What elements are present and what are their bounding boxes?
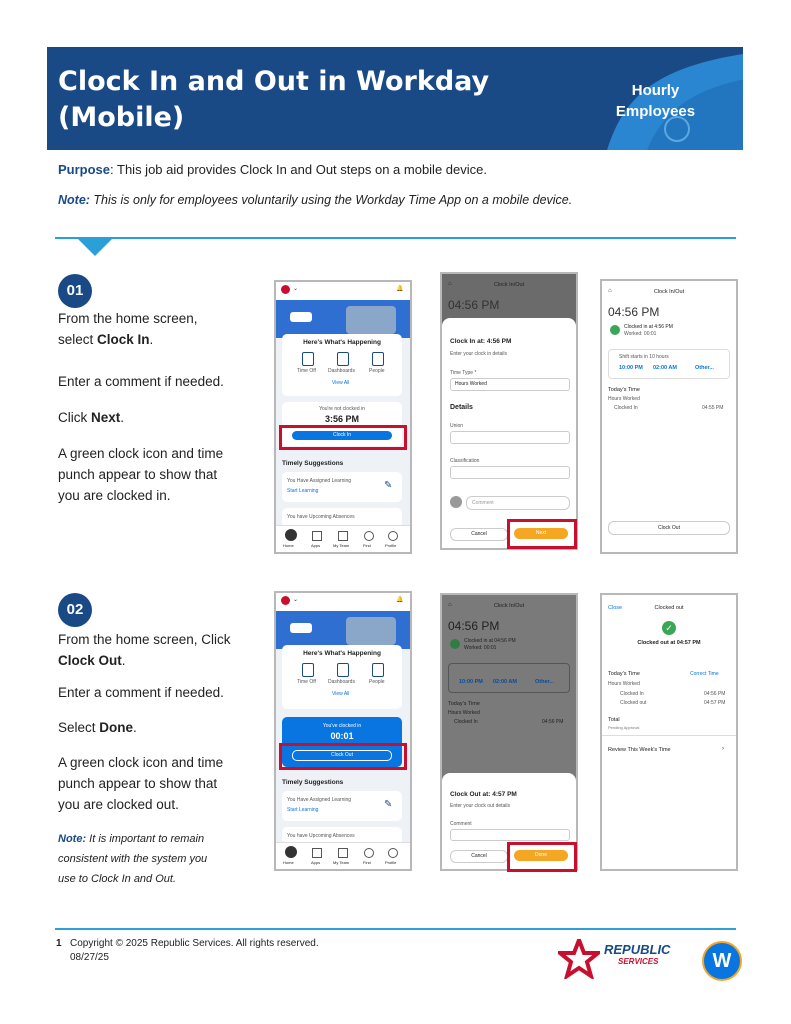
note-label: Note: xyxy=(58,193,90,207)
total-status: Pending Approval xyxy=(608,725,640,730)
hours-worked-label: Hours Worked xyxy=(608,681,640,687)
find-nav-icon[interactable] xyxy=(364,531,374,541)
step-2-text-a xyxy=(58,629,231,671)
classification-label: Classification xyxy=(450,458,480,464)
home-icon[interactable]: ⌂ xyxy=(448,281,452,287)
home-nav-icon[interactable] xyxy=(285,846,297,858)
shift-time-2[interactable]: 02:00 AM xyxy=(493,679,517,685)
step-1-line-6: punch appear to show that xyxy=(58,467,218,482)
screenshot-home-clock-in xyxy=(274,280,412,554)
step-2-note xyxy=(58,829,207,889)
footer-divider xyxy=(55,928,736,930)
bell-icon[interactable]: 🔔 xyxy=(396,597,404,603)
learning-icon: ✎ xyxy=(384,480,393,491)
next-highlight xyxy=(507,519,577,549)
screenshot-home-clock-out xyxy=(274,591,412,871)
nav-home[interactable]: Home xyxy=(283,860,294,865)
republic-logo-text xyxy=(604,944,670,968)
shift-other[interactable]: Other... xyxy=(535,679,554,685)
details-heading: Details xyxy=(450,404,473,411)
audience-line-2: Employees xyxy=(615,103,696,120)
step-2-note-line-1: It is important to remain xyxy=(86,833,205,845)
step-2-line-5: A green clock icon and time xyxy=(58,755,224,770)
nav-home[interactable]: Home xyxy=(283,543,294,548)
next-button[interactable]: Next xyxy=(514,528,568,539)
step-1-line-7: you are clocked in. xyxy=(58,488,171,503)
apps-nav-icon[interactable] xyxy=(312,531,322,541)
comment-field[interactable] xyxy=(466,496,570,510)
bottom-nav xyxy=(276,525,410,553)
step-1-line-5: A green clock icon and time xyxy=(58,446,224,461)
note-body: This is only for employees voluntarily using the Workday Time App on a mobile device. xyxy=(89,193,573,207)
chevron-down-icon[interactable]: ⌄ xyxy=(293,597,299,603)
tile-dashboards[interactable]: Dashboards xyxy=(328,679,355,685)
step-1-line-4: Click Next. xyxy=(58,410,125,425)
clocked-in-at: Clocked in at 04:56 PM xyxy=(464,638,516,644)
section-divider xyxy=(55,237,736,239)
sheet-subtitle: Enter your clock in details xyxy=(450,351,507,357)
time-type-label: Time Type * xyxy=(450,370,477,376)
view-all-link[interactable]: View All xyxy=(332,691,350,697)
clocked-in-time: 04:55 PM xyxy=(702,405,724,411)
sheet-title: Clock Out at: 4:57 PM xyxy=(450,791,517,798)
my-team-nav-icon[interactable] xyxy=(338,848,348,858)
find-nav-icon[interactable] xyxy=(364,848,374,858)
home-nav-icon[interactable] xyxy=(285,529,297,541)
shift-time-2[interactable]: 02:00 AM xyxy=(653,365,677,371)
nav-find[interactable]: Find xyxy=(363,543,371,548)
sheet-title: Clock In at: 4:56 PM xyxy=(450,338,512,345)
republic-star-logo-icon xyxy=(558,939,600,979)
shift-note: Shift starts in 10 hours xyxy=(619,354,669,360)
comment-label: Comment xyxy=(450,821,472,827)
home-icon[interactable]: ⌂ xyxy=(608,288,612,294)
page-title xyxy=(58,64,489,136)
todays-time-heading: Today's Time xyxy=(448,701,480,707)
shift-other[interactable]: Other... xyxy=(695,365,714,371)
screenshot-clocked-out xyxy=(600,593,738,871)
clocked-in-label: Clocked In xyxy=(614,405,638,411)
tile-dashboards[interactable]: Dashboards xyxy=(328,368,355,374)
clock-header: Clock In/Out xyxy=(493,282,525,288)
step-1-text-b xyxy=(58,443,223,506)
step-2-line-1: From the home screen, Click xyxy=(58,632,231,647)
clocked-out-label: Clocked out xyxy=(620,700,647,706)
footer-text xyxy=(56,937,319,965)
tile-time-off[interactable]: Time Off xyxy=(297,679,316,685)
user-avatar-icon xyxy=(450,496,462,508)
screenshot-clocked-in xyxy=(600,279,738,554)
clock-out-button[interactable]: Clock Out xyxy=(292,750,392,761)
clock-in-sheet xyxy=(442,318,576,548)
start-learning-link[interactable]: Start Learning xyxy=(287,807,319,813)
union-label: Union xyxy=(450,423,464,429)
step-2-line-6: punch appear to show that xyxy=(58,776,218,791)
step-2-line-7: you are clocked out. xyxy=(58,797,179,812)
tile-time-off[interactable]: Time Off xyxy=(297,368,316,374)
people-icon[interactable] xyxy=(372,663,384,677)
avatar-icon[interactable] xyxy=(281,285,290,294)
step-2-badge: 02 xyxy=(58,593,92,627)
step-2-line-3: Enter a comment if needed. xyxy=(58,685,224,700)
worked-duration: Worked: 00:01 xyxy=(464,645,497,651)
shift-card xyxy=(608,349,730,379)
time-off-icon[interactable] xyxy=(302,352,314,366)
clock-time: 04:56 PM xyxy=(608,305,660,319)
start-learning-link[interactable]: Start Learning xyxy=(287,488,319,494)
todays-time-heading: Today's Time xyxy=(608,387,640,393)
cancel-button[interactable]: Cancel xyxy=(450,850,508,863)
view-all-link[interactable]: View All xyxy=(332,380,350,386)
clock-out-button[interactable]: Clock Out xyxy=(608,521,730,535)
green-clock-icon xyxy=(610,325,620,335)
time-type-value: Hours Worked xyxy=(455,381,487,387)
tile-people[interactable]: People xyxy=(369,368,385,374)
union-field[interactable] xyxy=(450,431,570,444)
step-2-note-label: Note: xyxy=(58,833,87,845)
nav-my-team[interactable]: My Team xyxy=(333,543,350,548)
step-2-line-2: Clock Out. xyxy=(58,653,126,668)
suggestions-title: Timely Suggestions xyxy=(282,779,344,786)
home-icon[interactable]: ⌂ xyxy=(448,602,452,608)
screenshot-clock-out-form xyxy=(440,593,578,871)
profile-nav-icon[interactable] xyxy=(388,848,398,858)
clocked-in-time: 04:56 PM xyxy=(542,719,564,725)
clock-status-label: You've clocked in xyxy=(322,723,362,729)
clocked-in-label: Clocked In xyxy=(454,719,478,725)
time-off-icon[interactable] xyxy=(302,663,314,677)
learning-title: You Have Assigned Learning xyxy=(287,478,352,484)
divider-notch xyxy=(77,238,113,256)
profile-nav-icon[interactable] xyxy=(388,531,398,541)
total-label: Total xyxy=(608,717,620,723)
learning-icon: ✎ xyxy=(384,799,393,810)
my-team-nav-icon[interactable] xyxy=(338,531,348,541)
happening-card xyxy=(282,334,402,396)
nav-profile[interactable]: Profile xyxy=(385,543,397,548)
home-hero-image xyxy=(276,611,410,649)
clock-out-highlight xyxy=(279,743,407,770)
step-2-note-line-2: consistent with the system you xyxy=(58,853,208,865)
nav-profile[interactable]: Profile xyxy=(385,860,397,865)
clock-in-highlight xyxy=(279,425,407,450)
chevron-down-icon[interactable]: ⌄ xyxy=(293,286,299,292)
hero-photo xyxy=(346,306,396,334)
current-time: 3:56 PM xyxy=(324,414,359,424)
divider xyxy=(602,735,736,736)
learning-card[interactable] xyxy=(282,791,402,821)
bell-icon[interactable]: 🔔 xyxy=(396,286,404,292)
page-number: 1 xyxy=(56,938,62,949)
check-icon: ✓ xyxy=(662,621,676,635)
shift-time-1[interactable]: 10:00 PM xyxy=(459,679,483,685)
logo-line-2: SERVICES xyxy=(618,957,659,966)
bottom-nav xyxy=(276,842,410,870)
nav-find[interactable]: Find xyxy=(363,860,371,865)
comment-placeholder: Comment xyxy=(472,500,494,506)
clocked-out-time: 04:57 PM xyxy=(704,700,726,706)
happening-title: Here's What's Happening xyxy=(303,650,381,657)
clock-header: Clock In/Out xyxy=(493,603,525,609)
copyright: Copyright © 2025 Republic Services. All rights reserved. xyxy=(70,938,319,949)
nav-my-team[interactable]: My Team xyxy=(333,860,350,865)
step-2-note-line-3: use to Clock In and Out. xyxy=(58,873,177,885)
purpose-body: : This job aid provides Clock In and Out steps on a mobile device. xyxy=(110,162,487,177)
nav-apps[interactable]: Apps xyxy=(311,860,321,865)
green-clock-icon xyxy=(450,639,460,649)
time-type-field[interactable] xyxy=(450,378,570,391)
absences-title: You have Upcoming Absences xyxy=(287,833,355,839)
people-icon[interactable] xyxy=(372,352,384,366)
correct-time-link[interactable]: Correct Time xyxy=(690,671,719,677)
dashboards-icon[interactable] xyxy=(337,663,349,677)
step-1-line-3: Enter a comment if needed. xyxy=(58,374,224,389)
worked-duration: Worked: 00:01 xyxy=(624,331,657,337)
hero-photo xyxy=(346,617,396,645)
title-line-2: (Mobile) xyxy=(58,102,185,133)
elapsed-time: 00:01 xyxy=(330,731,354,741)
clocked-in-label: Clocked In xyxy=(620,691,644,697)
learning-card[interactable] xyxy=(282,472,402,502)
clocked-out-message: Clocked out at 04:57 PM xyxy=(637,640,701,646)
suggestions-title: Timely Suggestions xyxy=(282,460,344,467)
classification-field[interactable] xyxy=(450,466,570,479)
close-link[interactable]: Close xyxy=(608,605,623,611)
footer-date: 08/27/25 xyxy=(70,952,109,963)
avatar-icon[interactable] xyxy=(281,596,290,605)
step-1-badge: 01 xyxy=(58,274,92,308)
step-1-text-a xyxy=(58,308,198,350)
home-topbar xyxy=(276,282,410,300)
clocked-in-at: Clocked in at 4:56 PM xyxy=(624,324,673,330)
sheet-subtitle: Enter your clock out details xyxy=(450,803,511,809)
title-line-1: Clock In and Out in Workday xyxy=(58,66,490,97)
step-2-text-b xyxy=(58,752,223,815)
apps-nav-icon[interactable] xyxy=(312,848,322,858)
workday-logo: W xyxy=(702,941,742,981)
happening-title: Here's What's Happening xyxy=(303,339,381,346)
hours-worked-label: Hours Worked xyxy=(448,710,480,716)
home-hero-image xyxy=(276,300,410,338)
clock-time: 04:56 PM xyxy=(448,619,500,633)
step-2-line-4: Select Done. xyxy=(58,720,137,735)
absences-title: You have Upcoming Absences xyxy=(287,514,355,520)
comment-field[interactable] xyxy=(450,829,570,841)
intro-note xyxy=(58,193,572,207)
screenshot-clock-in-form xyxy=(440,272,578,550)
clocked-out-header: Clocked out xyxy=(654,605,684,611)
nav-apps[interactable]: Apps xyxy=(311,543,321,548)
learning-title: You Have Assigned Learning xyxy=(287,797,352,803)
chevron-right-icon[interactable]: › xyxy=(722,746,724,752)
purpose-text xyxy=(58,162,487,177)
review-week-link[interactable]: Review This Week's Time xyxy=(608,747,671,753)
audience-line-1: Hourly xyxy=(631,82,680,99)
tile-people[interactable]: People xyxy=(369,679,385,685)
step-1-line-1: From the home screen, xyxy=(58,311,198,326)
happening-card xyxy=(282,645,402,709)
done-highlight xyxy=(507,842,577,872)
shift-time-1[interactable]: 10:00 PM xyxy=(619,365,643,371)
purpose-label: Purpose xyxy=(58,162,111,177)
logo-line-1: REPUBLIC xyxy=(604,942,671,957)
clocked-in-time: 04:56 PM xyxy=(704,691,726,697)
clock-in-button[interactable]: Clock In xyxy=(292,431,392,440)
audience-label xyxy=(608,80,703,122)
done-button[interactable]: Done xyxy=(514,850,568,861)
shift-card xyxy=(448,663,570,693)
company-logo-icon xyxy=(290,623,312,633)
hours-worked-label: Hours Worked xyxy=(608,396,640,402)
step-1-line-2: select Clock In. xyxy=(58,332,154,347)
clock-status-label: You're not clocked in xyxy=(319,406,365,412)
company-logo-icon xyxy=(290,312,312,322)
dashboards-icon[interactable] xyxy=(337,352,349,366)
cancel-button[interactable]: Cancel xyxy=(450,528,508,541)
clock-time: 04:56 PM xyxy=(448,298,500,312)
home-topbar xyxy=(276,593,410,611)
clock-header: Clock In/Out xyxy=(653,289,685,295)
todays-time-heading: Today's Time xyxy=(608,671,640,677)
